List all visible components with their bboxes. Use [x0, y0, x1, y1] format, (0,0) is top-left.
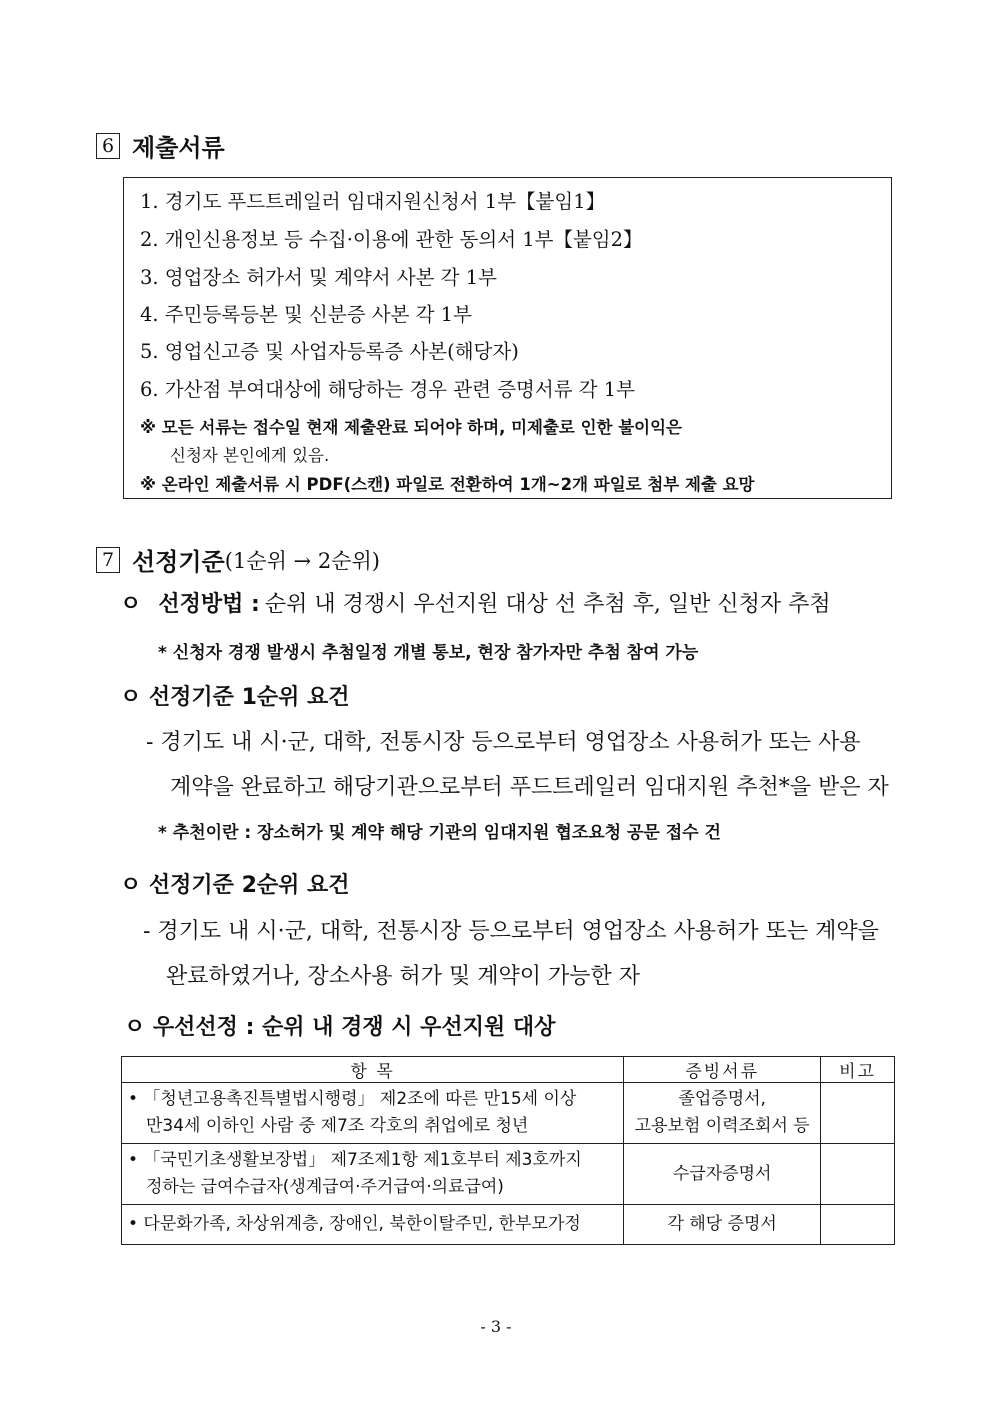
item-text: • 「국민기초생활보장법」 제7조제1항 제1호부터 제3호까지: [128, 1150, 582, 1170]
selection-method-label: 선정방법 :: [158, 592, 260, 617]
item-text: • 「청년고용촉진특별법시행령」 제2조에 따른 만15세 이상: [128, 1089, 577, 1109]
rank1-heading: ㅇ 선정기준 1순위 요건: [120, 685, 350, 710]
page-number: - 3 -: [480, 1317, 512, 1336]
priority-heading: ㅇ 우선선정 : 순위 내 경쟁 시 우선지원 대상: [124, 1015, 556, 1040]
section-subtitle: (1순위 → 2순위): [224, 548, 380, 573]
evidence-cell: [624, 1083, 821, 1144]
item-text: 정하는 급여수급자(생계급여·주거급여·의료급여): [146, 1177, 504, 1197]
document-item: 6. 가산점 부여대상에 해당하는 경우 관련 증명서류 각 1부: [140, 378, 636, 401]
required-documents-box: [123, 177, 892, 499]
document-item: 1. 경기도 푸드트레일러 임대지원신청서 1부【붙임1】: [140, 190, 606, 213]
section-title: 제출서류: [132, 134, 225, 162]
submission-note: ※ 모든 서류는 접수일 현재 제출완료 되어야 하며, 미제출로 인한 불이익은: [140, 418, 682, 437]
remarks-cell: [821, 1205, 895, 1245]
remarks-cell: [821, 1083, 895, 1144]
selection-method: [120, 587, 831, 618]
column-header: 비고: [821, 1057, 895, 1083]
submission-note-cont: 신청자 본인에게 있음.: [170, 446, 330, 465]
table-header-row: [122, 1057, 895, 1083]
section-number: 6: [96, 133, 120, 159]
online-submission-note: ※ 온라인 제출서류 시 PDF(스캔) 파일로 전환하여 1개~2개 파일로 첨부 제출 요망: [140, 475, 755, 494]
section-7-heading: [96, 542, 380, 577]
item-cell: [122, 1205, 624, 1245]
rank2-text: - 경기도 내 시·군, 대학, 전통시장 등으로부터 영업장소 사용허가 또는 계약을: [143, 919, 879, 944]
selection-method-note: * 신청자 경쟁 발생시 추첨일정 개별 통보, 현장 참가자만 추첨 참여 가능: [158, 643, 699, 663]
evidence-cell: [624, 1205, 821, 1245]
section-number: 7: [96, 547, 120, 573]
remarks-cell: [821, 1144, 895, 1205]
evidence-text: 수급자증명서: [672, 1163, 772, 1184]
rank2-text-cont: 완료하였거나, 장소사용 허가 및 계약이 가능한 자: [166, 964, 640, 989]
evidence-text: 졸업증명서,: [678, 1089, 766, 1109]
bullet-icon: ㅇ: [120, 592, 142, 617]
table-row: [122, 1083, 895, 1144]
item-text: • 다문화가족, 차상위계층, 장애인, 북한이탈주민, 한부모가정: [128, 1214, 581, 1234]
rank2-heading: ㅇ 선정기준 2순위 요건: [120, 873, 350, 898]
section-6-heading: [96, 128, 225, 163]
section-title: 선정기준: [132, 548, 225, 576]
evidence-text: 각 해당 증명서: [667, 1214, 777, 1234]
selection-method-text: 순위 내 경쟁시 우선지원 대상 선 추첨 후, 일반 신청자 추첨: [264, 592, 831, 617]
document-item: 5. 영업신고증 및 사업자등록증 사본(해당자): [140, 340, 519, 363]
rank1-note: * 추천이란 : 장소허가 및 계약 해당 기관의 임대지원 협조요청 공문 접수 건: [158, 823, 721, 843]
document-item: 4. 주민등록등본 및 신분증 사본 각 1부: [140, 303, 472, 326]
table-row: [122, 1205, 895, 1245]
item-cell: [122, 1083, 624, 1144]
document-item: 3. 영업장소 허가서 및 계약서 사본 각 1부: [140, 266, 497, 289]
item-text: 만34세 이하인 사람 중 제7조 각호의 취업에로 청년: [146, 1116, 529, 1136]
table-row: [122, 1144, 895, 1205]
evidence-cell: [624, 1144, 821, 1205]
item-cell: [122, 1144, 624, 1205]
column-header: 항 목: [122, 1057, 624, 1083]
document-item: 2. 개인신용정보 등 수집·이용에 관한 동의서 1부【붙임2】: [140, 228, 643, 251]
evidence-text: 고용보험 이력조회서 등: [634, 1116, 810, 1136]
rank1-text-cont: 계약을 완료하고 해당기관으로부터 푸드트레일러 임대지원 추천*을 받은 자: [170, 775, 889, 800]
priority-criteria-table: [121, 1056, 895, 1245]
column-header: 증빙서류: [624, 1057, 821, 1083]
rank1-text: - 경기도 내 시·군, 대학, 전통시장 등으로부터 영업장소 사용허가 또는 사용: [146, 730, 861, 755]
